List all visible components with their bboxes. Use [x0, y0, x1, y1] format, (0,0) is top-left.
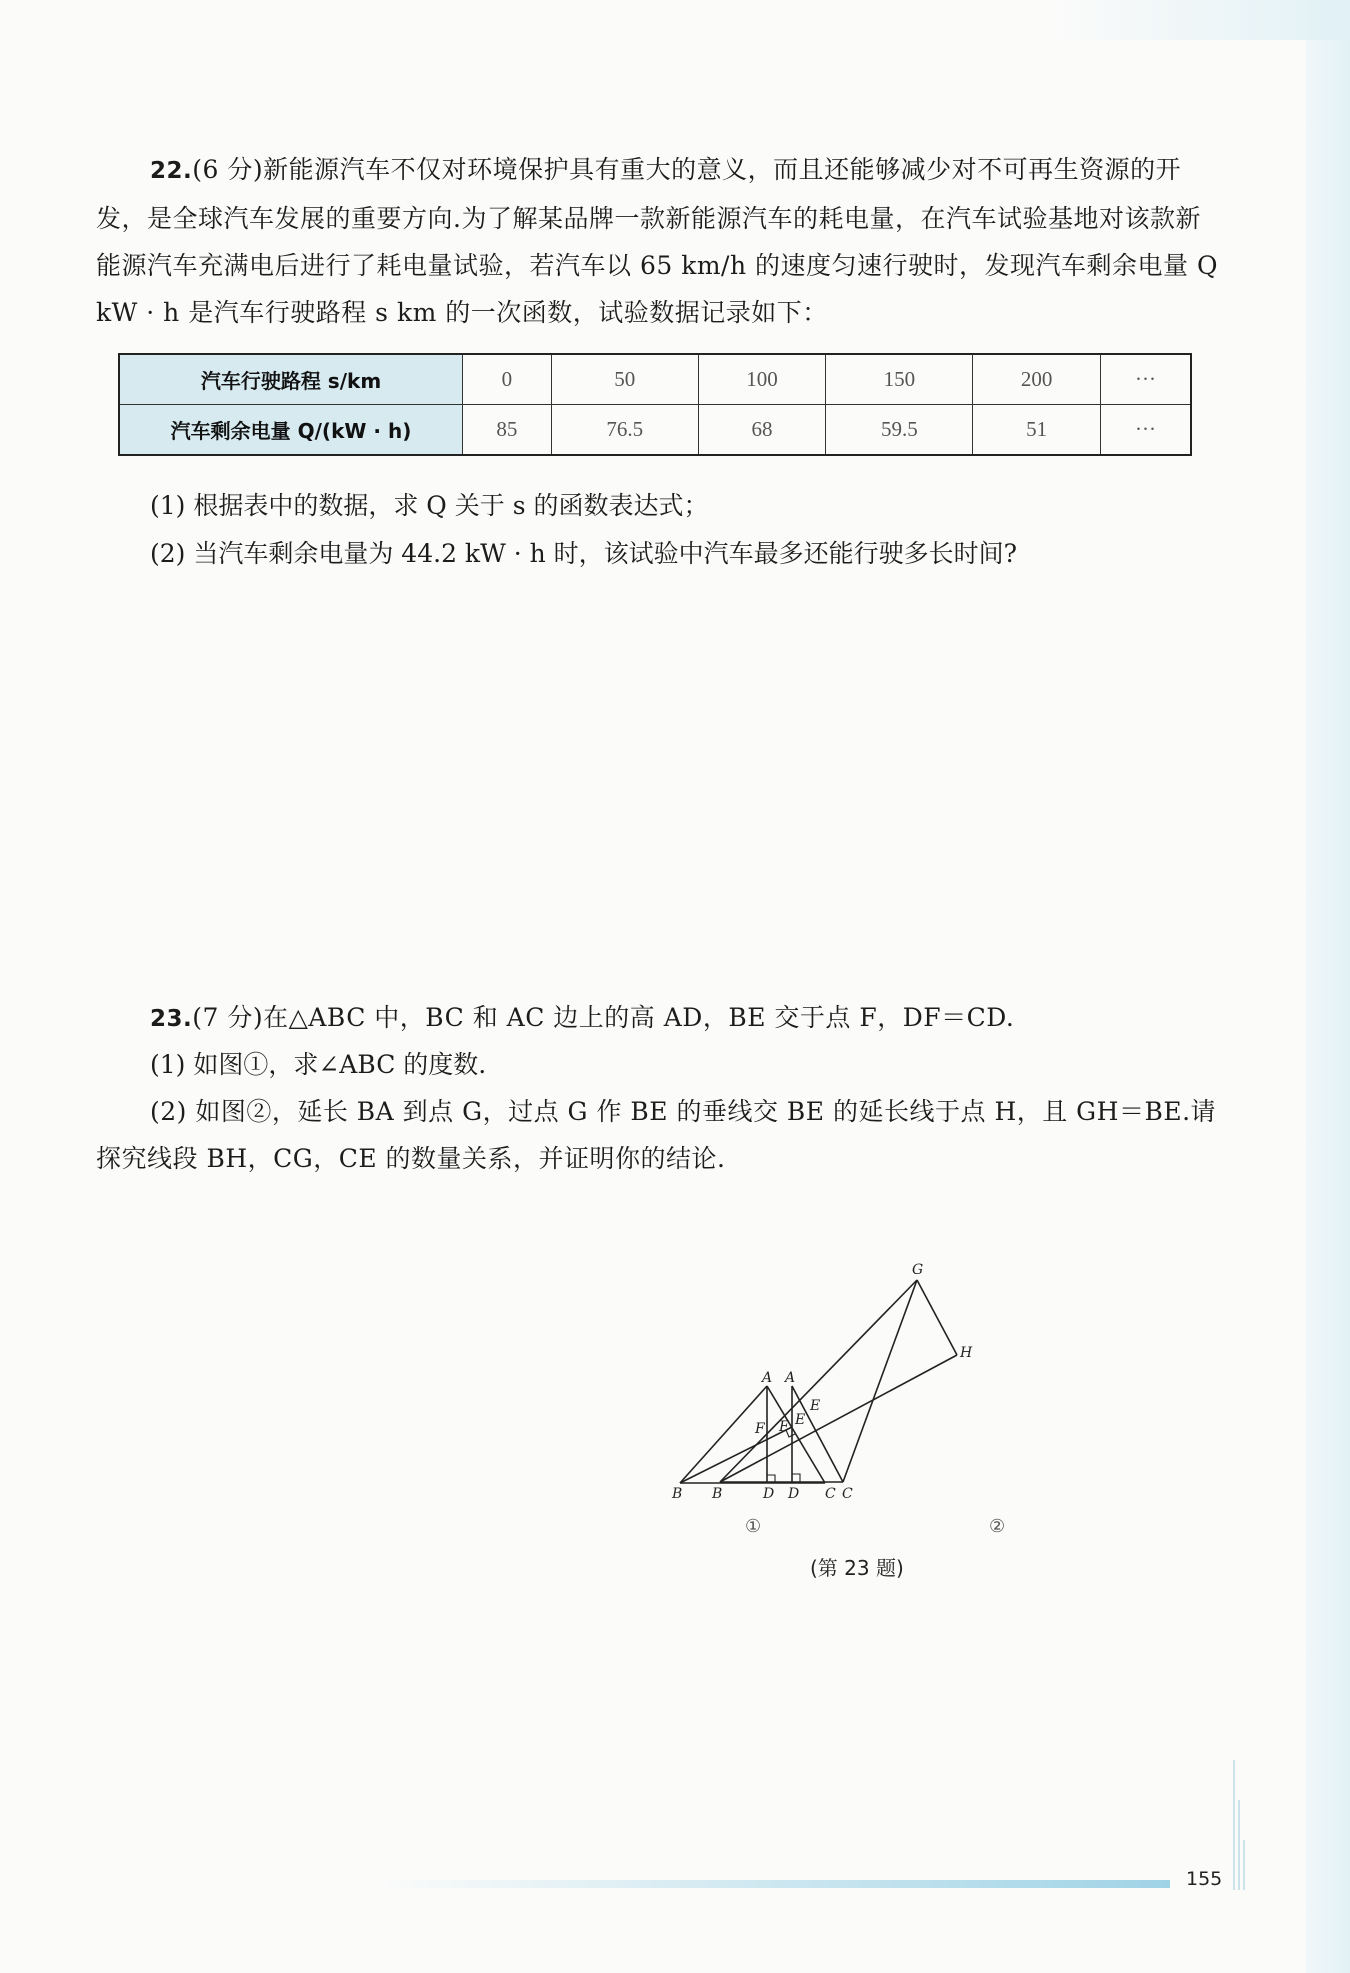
table-cell: 0	[463, 354, 552, 405]
table-cell: 100	[698, 354, 826, 405]
figure-2-point-label: E	[810, 1398, 821, 1414]
footer-tick-decoration	[1230, 1760, 1250, 1890]
segment-BH-2	[720, 1355, 957, 1482]
question-22-sub-2: (2) 当汽车剩余电量为 44.2 kW · h 时，该试验中汽车最多还能行驶多长时间?	[150, 539, 1018, 568]
question-22-sub-1: (1) 根据表中的数据，求 Q 关于 s 的函数表达式；	[150, 491, 709, 520]
question-23-text: (7 分)在△ABC 中，BC 和 AC 边上的高 AD，BE 交于点 F，DF＝CD.	[192, 1003, 1015, 1032]
page-edge-decoration	[1306, 0, 1350, 1973]
question-22-number: 22.	[150, 158, 193, 184]
table-cell: 59.5	[826, 405, 973, 456]
figure-2-point-label: D	[788, 1486, 800, 1502]
figure-1-point-label: B	[672, 1486, 683, 1502]
figure-2-point-label: H	[960, 1345, 973, 1361]
right-angle-D-2	[792, 1474, 800, 1482]
table-cell: 68	[698, 405, 826, 456]
table-cell: 51	[973, 405, 1101, 456]
figure-2-lines	[720, 1280, 957, 1482]
segment-CG-2	[843, 1280, 917, 1482]
question-22-stem	[96, 146, 1226, 336]
figure-1-point-label: E	[795, 1412, 806, 1428]
table-cell: 85	[463, 405, 552, 456]
figure-2-point-label: F	[779, 1419, 789, 1435]
data-table	[118, 353, 1192, 456]
table-cell: 50	[551, 354, 698, 405]
table-cell: 76.5	[551, 405, 698, 456]
question-23-sub-2: (2) 如图②，延长 BA 到点 G，过点 G 作 BE 的垂线交 BE 的延长线于点 H，且 GH＝BE.请探究线段 BH，CG，CE 的数量关系，并证明你的结论.	[96, 1097, 1217, 1173]
figure-2-point-label: B	[712, 1486, 723, 1502]
table-cell: ···	[1100, 354, 1191, 405]
figure-2-label: ②	[989, 1516, 1006, 1537]
page-corner-decoration	[1050, 0, 1350, 40]
question-23-sub-1: (1) 如图①，求∠ABC 的度数.	[150, 1050, 487, 1079]
table-cell: 200	[973, 354, 1101, 405]
geometry-figure-2	[660, 1205, 1240, 1505]
segment-GH-2	[917, 1280, 957, 1355]
segment-BG-2	[720, 1280, 917, 1482]
figure-1-point-label: A	[762, 1370, 773, 1386]
table-cell: 150	[826, 354, 973, 405]
figure-1-point-label: F	[755, 1421, 765, 1437]
table-row-header-charge: 汽车剩余电量 Q/(kW · h)	[119, 405, 463, 456]
question-23-number: 23.	[150, 1006, 193, 1032]
figure-1-label: ①	[745, 1516, 762, 1537]
figure-2-point-label: C	[842, 1486, 853, 1502]
question-22-text: (6 分)新能源汽车不仅对环境保护具有重大的意义，而且还能够减少对不可再生资源的开发，是全球汽车发展的重要方向.为了解某品牌一款新能源汽车的耗电量，在汽车试验基地对该款新能源汽车充满电后进行了耗电量试验，若汽车以 65 km/h 的速度匀速行驶时，发现汽车剩余电量 Q kW · h 是汽车行驶路程 s km 的一次函数，试验数据记录如下：	[96, 155, 1218, 327]
question-23-stem	[96, 994, 1226, 1043]
footer-bar	[380, 1880, 1170, 1888]
figure-2-point-label: A	[785, 1370, 796, 1386]
table-row	[119, 354, 1191, 405]
table-cell: ···	[1100, 405, 1191, 456]
figure-2-point-label: G	[912, 1262, 924, 1278]
table-row-header-distance: 汽车行驶路程 s/km	[119, 354, 463, 405]
figure-1-point-label: D	[763, 1486, 775, 1502]
figure-caption: (第 23 题)	[810, 1556, 904, 1580]
page-number: 155	[1186, 1868, 1223, 1890]
table-row	[119, 405, 1191, 456]
figure-1-point-label: C	[825, 1486, 836, 1502]
